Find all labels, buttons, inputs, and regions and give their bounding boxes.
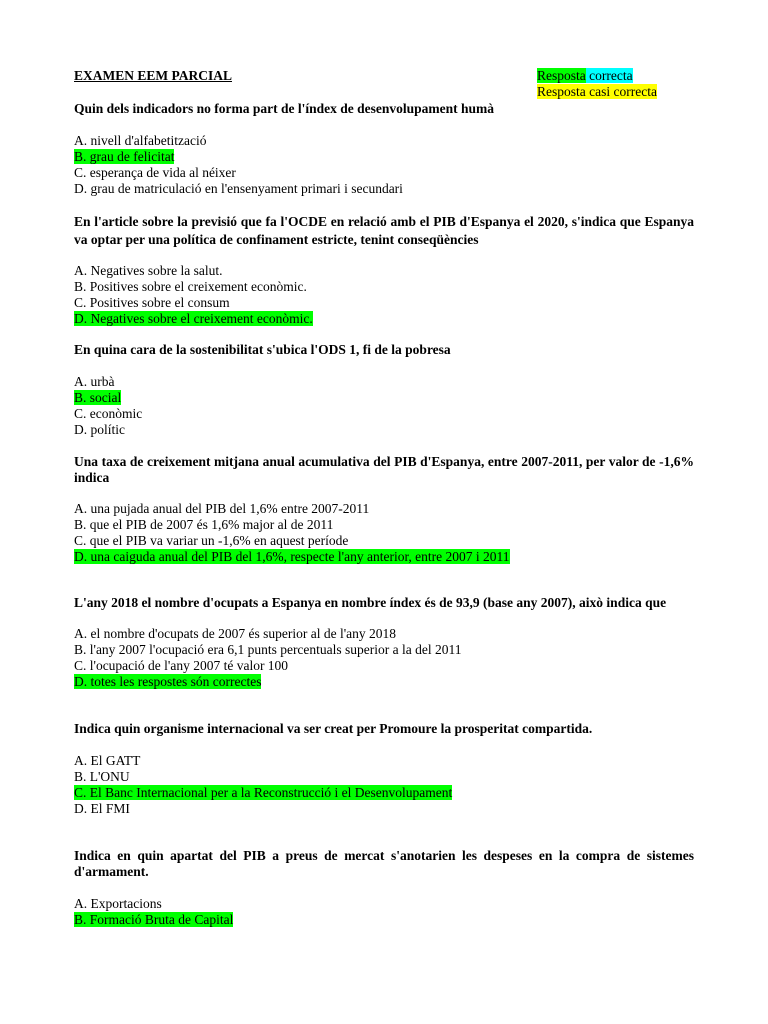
option: A. el nombre d'ocupats de 2007 és superior al de l'any 2018 [74, 626, 397, 641]
option: A. nivell d'alfabetització [74, 133, 207, 148]
question-1 [74, 101, 694, 197]
option: D. polític [74, 422, 125, 437]
option: A. El GATT [74, 753, 141, 768]
exam-title: EXAMEN EEM PARCIAL [74, 68, 232, 83]
option: C. econòmic [74, 406, 143, 421]
question-text: L'any 2018 el nombre d'ocupats a Espanya en nombre índex és de 93,9 (base any 2007), això indica que [74, 595, 667, 610]
question-6 [74, 721, 694, 817]
option: D. El FMI [74, 801, 130, 816]
exam-page [74, 68, 694, 928]
option: B. l'any 2007 l'ocupació era 6,1 punts percentuals superior a la del 2011 [74, 642, 462, 657]
question-3 [74, 342, 694, 438]
option-correct: B. grau de felicitat [74, 149, 175, 164]
option-correct: D. Negatives sobre el creixement econòmic. [74, 311, 313, 326]
option: C. Positives sobre el consum [74, 295, 230, 310]
option: A. urbà [74, 374, 115, 389]
option-correct: D. totes les respostes són correctes [74, 674, 262, 689]
option: A. Exportacions [74, 896, 162, 911]
question-text: Quin dels indicadors no forma part de l'índex de desenvolupament humà [74, 101, 495, 116]
option: A. una pujada anual del PIB del 1,6% entre 2007-2011 [74, 501, 370, 516]
option: C. l'ocupació de l'any 2007 té valor 100 [74, 658, 289, 673]
question-text: Una taxa de creixement mitjana anual acumulativa del PIB d'Espanya, entre 2007-2011, per valor de -1,6% indica [74, 454, 694, 485]
option: B. que el PIB de 2007 és 1,6% major al de 2011 [74, 517, 334, 532]
question-5 [74, 595, 694, 690]
legend-almost-text: Resposta casi correcta [537, 84, 657, 99]
question-7 [74, 848, 694, 928]
option: B. Positives sobre el creixement econòmic. [74, 279, 307, 294]
question-text: En quina cara de la sostenibilitat s'ubica l'ODS 1, fi de la pobresa [74, 342, 451, 357]
option-correct: C. El Banc Internacional per a la Reconstrucció i el Desenvolupament [74, 785, 453, 800]
option-correct: B. social [74, 390, 122, 405]
question-text: Indica quin organisme internacional va ser creat per Promoure la prosperitat compartida. [74, 721, 593, 736]
option-correct: B. Formació Bruta de Capital [74, 912, 234, 927]
option: C. que el PIB va variar un -1,6% en aquest període [74, 533, 349, 548]
question-text: En l'article sobre la previsió que fa l'OCDE en relació amb el PIB d'Espanya el 2020, s'indica que Espanya va optar per una política de confinament estricte, tenint conseqüències [74, 214, 694, 247]
option-correct: D. una caiguda anual del PIB del 1,6%, respecte l'any anterior, entre 2007 i 2011 [74, 549, 510, 564]
option: C. esperança de vida al néixer [74, 165, 236, 180]
legend-correct-word1: Resposta [537, 68, 586, 83]
question-4 [74, 454, 694, 565]
option: A. Negatives sobre la salut. [74, 263, 223, 278]
question-text: Indica en quin apartat del PIB a preus de mercat s'anotarien les despeses en la compra de sistemes d'armament. [74, 848, 694, 879]
option: B. L'ONU [74, 769, 130, 784]
legend-correct-word2: correcta [589, 68, 633, 83]
question-2 [74, 213, 694, 327]
option: D. grau de matriculació en l'ensenyament primari i secundari [74, 181, 403, 196]
